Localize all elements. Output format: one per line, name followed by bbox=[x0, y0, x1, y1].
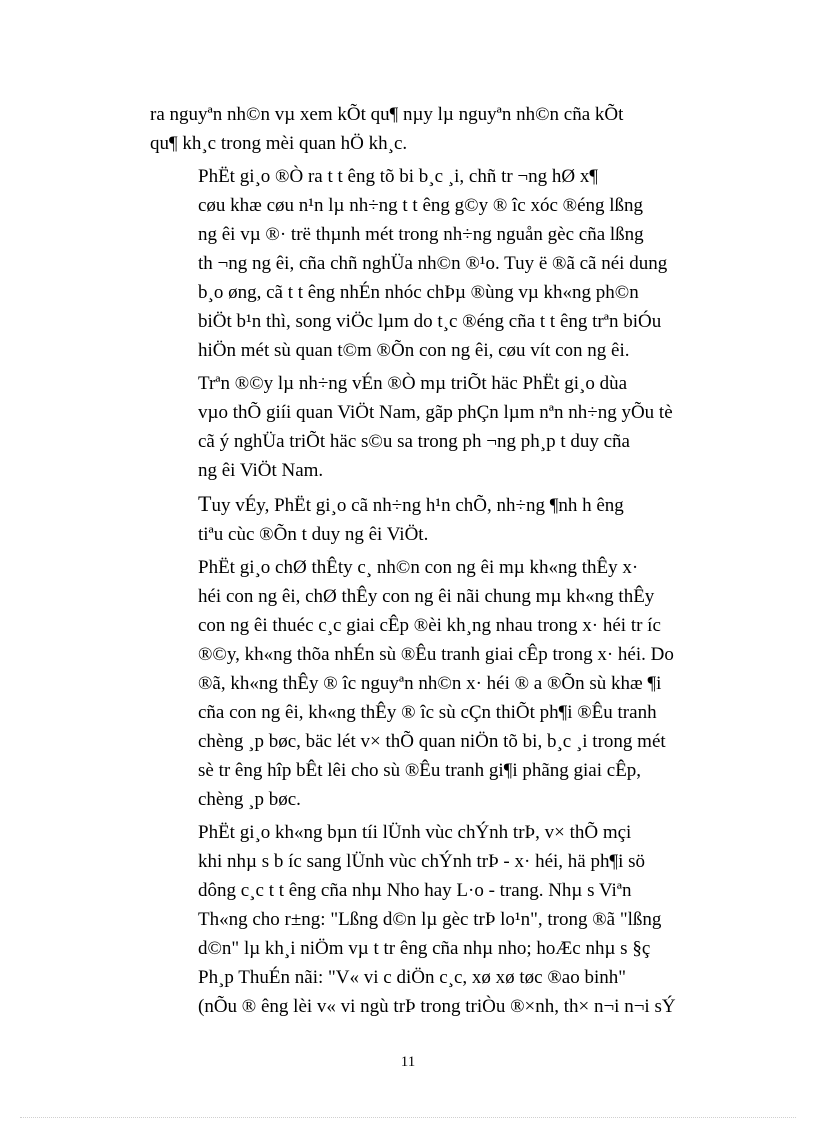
text-line: qu¶ kh¸c trong mèi quan hÖ kh¸c. bbox=[150, 133, 408, 154]
text-line: d©n" lµ kh¸i niÖm vµ t tr êng cña nhµ nho; hoÆc nhµ s §ç bbox=[198, 938, 651, 959]
text-line: khi nhµ s b íc sang lÜnh vùc chÝnh trÞ - x· héi, hä ph¶i sö bbox=[198, 851, 646, 872]
text-line: biÖt b¹n thì, song viÖc lµm do t¸c ®éng cña t t êng trªn biÓu bbox=[198, 311, 662, 332]
page-number: 11 bbox=[400, 1054, 416, 1070]
text-line: vµo thÕ giíi quan ViÖt Nam, gãp phÇn lµm nªn nh÷ng yÕu tè bbox=[198, 402, 673, 423]
text-line: cña con ng êi, kh«ng thÊy ® îc sù cÇn thiÕt ph¶i ®Êu tranh bbox=[198, 702, 657, 723]
text-line: héi con ng êi, chØ thÊy con ng êi nãi chung mµ kh«ng thÊy bbox=[198, 586, 655, 607]
text-line: chèng ¸p bøc. bbox=[198, 789, 301, 810]
paragraph bbox=[150, 489, 702, 549]
text-line: cã ý nghÜa triÕt häc s©u sa trong ph ¬ng ph¸p t duy cña bbox=[198, 431, 630, 452]
text-line: PhËt gi¸o kh«ng bµn tíi lÜnh vùc chÝnh trÞ, v× thÕ mçi bbox=[198, 822, 632, 843]
text-line: ®©y, kh«ng thõa nhÉn sù ®Êu tranh giai cÊp trong x· héi. Do bbox=[198, 644, 674, 665]
text-line: chèng ¸p bøc, bäc lét v× thÕ quan niÖn tõ bi, b¸c ¸i trong mét bbox=[198, 731, 666, 752]
text-line: Th«ng cho r±ng: "Lßng d©n lµ gèc trÞ lo¹n", trong ®ã "lßng bbox=[198, 909, 662, 930]
paragraph bbox=[150, 100, 702, 158]
text-line: PhËt gi¸o ®Ò ra t t êng tõ bi b¸c ¸i, chñ tr ¬ng hØ x¶ bbox=[198, 166, 598, 187]
page-bottom-divider bbox=[20, 1117, 796, 1118]
paragraph bbox=[150, 162, 702, 365]
text-line: ra nguyªn nh©n vµ xem kÕt qu¶ nµy lµ nguyªn nh©n cña kÕt bbox=[150, 104, 624, 125]
text-line: con ng êi thuéc c¸c giai cÊp ®èi kh¸ng nhau trong x· héi tr íc bbox=[198, 615, 661, 636]
text-line: sè tr êng hîp bÊt lêi cho sù ®Êu tranh gi¶i phãng giai cÊp, bbox=[198, 760, 642, 781]
text-line: b¸o øng, cã t t êng nhÉn nhóc chÞµ ®ùng vµ kh«ng ph©n bbox=[198, 282, 639, 303]
text-line: Trªn ®©y lµ nh÷ng vÉn ®Ò mµ triÕt häc PhËt gi¸o dùa bbox=[198, 373, 628, 394]
paragraph bbox=[150, 369, 702, 485]
text-line: ng êi ViÖt Nam. bbox=[198, 460, 324, 481]
text-line: (nÕu ® êng lèi v« vi ngù trÞ trong triÒu ®×nh, th× n¬i n¬i sÝ bbox=[198, 996, 676, 1017]
text-line: th ¬ng ng êi, cña chñ nghÜa nh©n ®¹o. Tuy ë ®ã cã néi dung bbox=[198, 253, 668, 274]
text-line: tiªu cùc ®Õn t duy ng êi ViÖt. bbox=[198, 524, 429, 545]
text-line: dông c¸c t t êng cña nhµ Nho hay L·o - trang. Nhµ s Viªn bbox=[198, 880, 632, 901]
text-line: Ph¸p ThuÉn nãi: "V« vi c diÖn c¸c, xø xø tøc ®ao binh" bbox=[198, 967, 627, 988]
text-line: uy vÉy, PhËt gi¸o cã nh÷ng h¹n chÕ, nh÷ng ¶nh h êng bbox=[211, 495, 624, 516]
body-text bbox=[150, 100, 702, 1025]
text-line: hiÖn mét sù quan t©m ®Õn con ng êi, cøu vít con ng êi. bbox=[198, 340, 630, 361]
text-line: cøu khæ cøu n¹n lµ nh÷ng t t êng g©y ® îc xóc ®éng lßng bbox=[198, 195, 644, 216]
paragraph bbox=[150, 553, 702, 814]
text-line: PhËt gi¸o chØ thÊty c¸ nh©n con ng êi mµ kh«ng thÊy x· bbox=[198, 557, 639, 578]
paragraph bbox=[150, 818, 702, 1021]
enlarged-initial: T bbox=[198, 491, 212, 516]
text-line: ®ã, kh«ng thÊy ® îc nguyªn nh©n x· héi ® a ®Õn sù khæ ¶i bbox=[198, 673, 662, 694]
text-line: ng êi vµ ®· trë thµnh mét trong nh÷ng nguån gèc cña lßng bbox=[198, 224, 644, 245]
